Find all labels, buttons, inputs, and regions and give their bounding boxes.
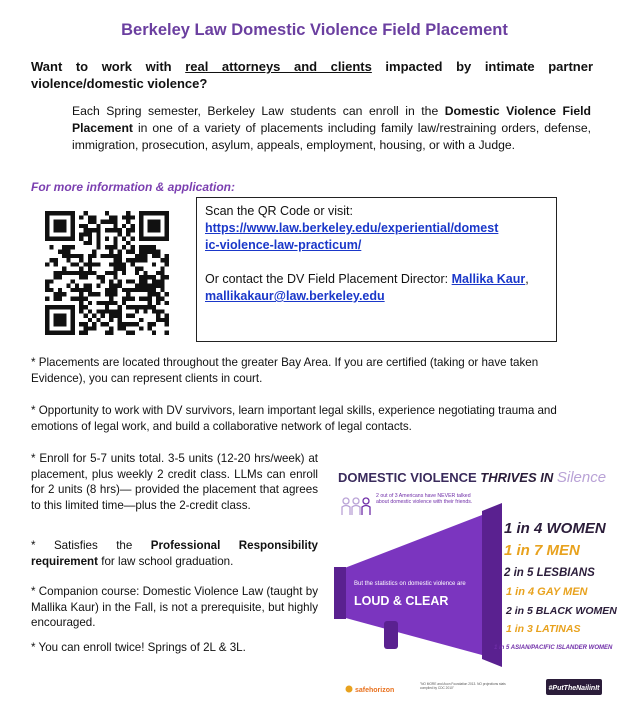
stat-line-6: 1 in 3 LATINAS bbox=[506, 623, 581, 635]
scan-text: Scan the QR Code or visit: bbox=[205, 204, 353, 218]
safehorizon-logo-icon bbox=[346, 686, 353, 693]
megaphone-big-text: LOUD & CLEAR bbox=[354, 594, 449, 608]
poster-stat-note: 2 out of 3 Americans have NEVER talked about domestic violence with their friends. bbox=[376, 493, 473, 506]
poster-hashtag: #PutTheNailinIt bbox=[548, 685, 600, 692]
c2-bold: Professional Responsibility requirement bbox=[31, 539, 319, 568]
info-box bbox=[196, 197, 557, 342]
contact-line bbox=[205, 271, 548, 305]
megaphone-small-text: But the statistics on domestic violence are bbox=[354, 581, 466, 587]
intro-bold: Domestic Violence Field Placement bbox=[72, 104, 591, 135]
intro-after: in one of a variety of placements including family law/restraining orders, defense, immigration, prosecution, asylum, appeals, employment, housing, or with a Judge. bbox=[72, 121, 591, 152]
c2-after: for law school graduation. bbox=[98, 554, 234, 568]
qr-code[interactable] bbox=[45, 211, 169, 335]
bullet-enroll-units: * Enroll for 5-7 units total. 3-5 units (12-20 hrs/week) at placement, plus weekly 2 credit class. LLMs can enroll for 2 units (8 hrs)— provided the placement that agrees to this limited time—plus the 2-credit class. bbox=[31, 452, 318, 512]
url-line-1: https://www.law.berkeley.edu/experiential/domest bbox=[205, 221, 499, 235]
bullet-enroll-twice: * You can enroll twice! Springs of 2L & 3L. bbox=[31, 641, 246, 654]
contact-text: Or contact the DV Field Placement Director: bbox=[205, 272, 452, 286]
dv-awareness-poster bbox=[334, 457, 617, 697]
bullet-companion-course: * Companion course: Domestic Violence Law (taught by Mallika Kaur) in the Fall, is not a prerequisite, but highly encouraged. bbox=[31, 585, 318, 629]
placement-url-link[interactable] bbox=[205, 221, 498, 252]
stat-line-1: 1 in 4 WOMEN bbox=[504, 520, 606, 537]
stat-line-7: 1 in 5 ASIAN/PACIFIC ISLANDER WOMEN bbox=[494, 645, 613, 651]
stat-line-5: 2 in 5 BLACK WOMEN bbox=[506, 605, 617, 617]
intro-paragraph bbox=[72, 103, 591, 154]
stat-line-3: 2 in 5 LESBIANS bbox=[504, 567, 595, 579]
url-line-2: ic-violence-law-practicum/ bbox=[205, 238, 362, 252]
contact-separator: , bbox=[525, 272, 529, 286]
bullet-professional-responsibility bbox=[31, 538, 318, 569]
bullet-opportunity: * Opportunity to work with DV survivors, learn important legal skills, experience negotiating trauma and emotions of legal work, and build a collaborative network of legal contacts. bbox=[31, 404, 557, 433]
poster-headline: DOMESTIC VIOLENCE THRIVES IN Silence bbox=[338, 469, 607, 486]
contact-name-link[interactable]: Mallika Kaur bbox=[451, 272, 526, 286]
stat-line-2: 1 in 7 MEN bbox=[504, 542, 580, 559]
page-title: Berkeley Law Domestic Violence Field Placement bbox=[121, 21, 508, 39]
poster-footnote: "NO MORE and Avon Foundation 2013. NO projections stats compiled by CDC 2010" bbox=[420, 682, 506, 690]
lead-underlined: real attorneys and clients bbox=[185, 59, 372, 74]
lead-prefix: Want to work with bbox=[31, 59, 186, 74]
c2-before: * Satisfies the bbox=[31, 539, 151, 552]
lead-question bbox=[31, 58, 593, 92]
bullet-locations: * Placements are located throughout the greater Bay Area. If you are certified (taking or have taken Evidence), you can represent clients in court. bbox=[31, 356, 539, 385]
contact-email-link[interactable]: mallikakaur@law.berkeley.edu bbox=[205, 289, 385, 303]
safehorizon-logo: safehorizon bbox=[355, 687, 395, 694]
lead-suffix: impacted by intimate partner violence/domestic violence? bbox=[31, 59, 594, 91]
stat-line-4: 1 in 4 GAY MEN bbox=[506, 586, 588, 598]
more-info-heading: For more information & application: bbox=[31, 180, 236, 194]
intro-before: Each Spring semester, Berkeley Law students can enroll in the bbox=[72, 104, 445, 118]
